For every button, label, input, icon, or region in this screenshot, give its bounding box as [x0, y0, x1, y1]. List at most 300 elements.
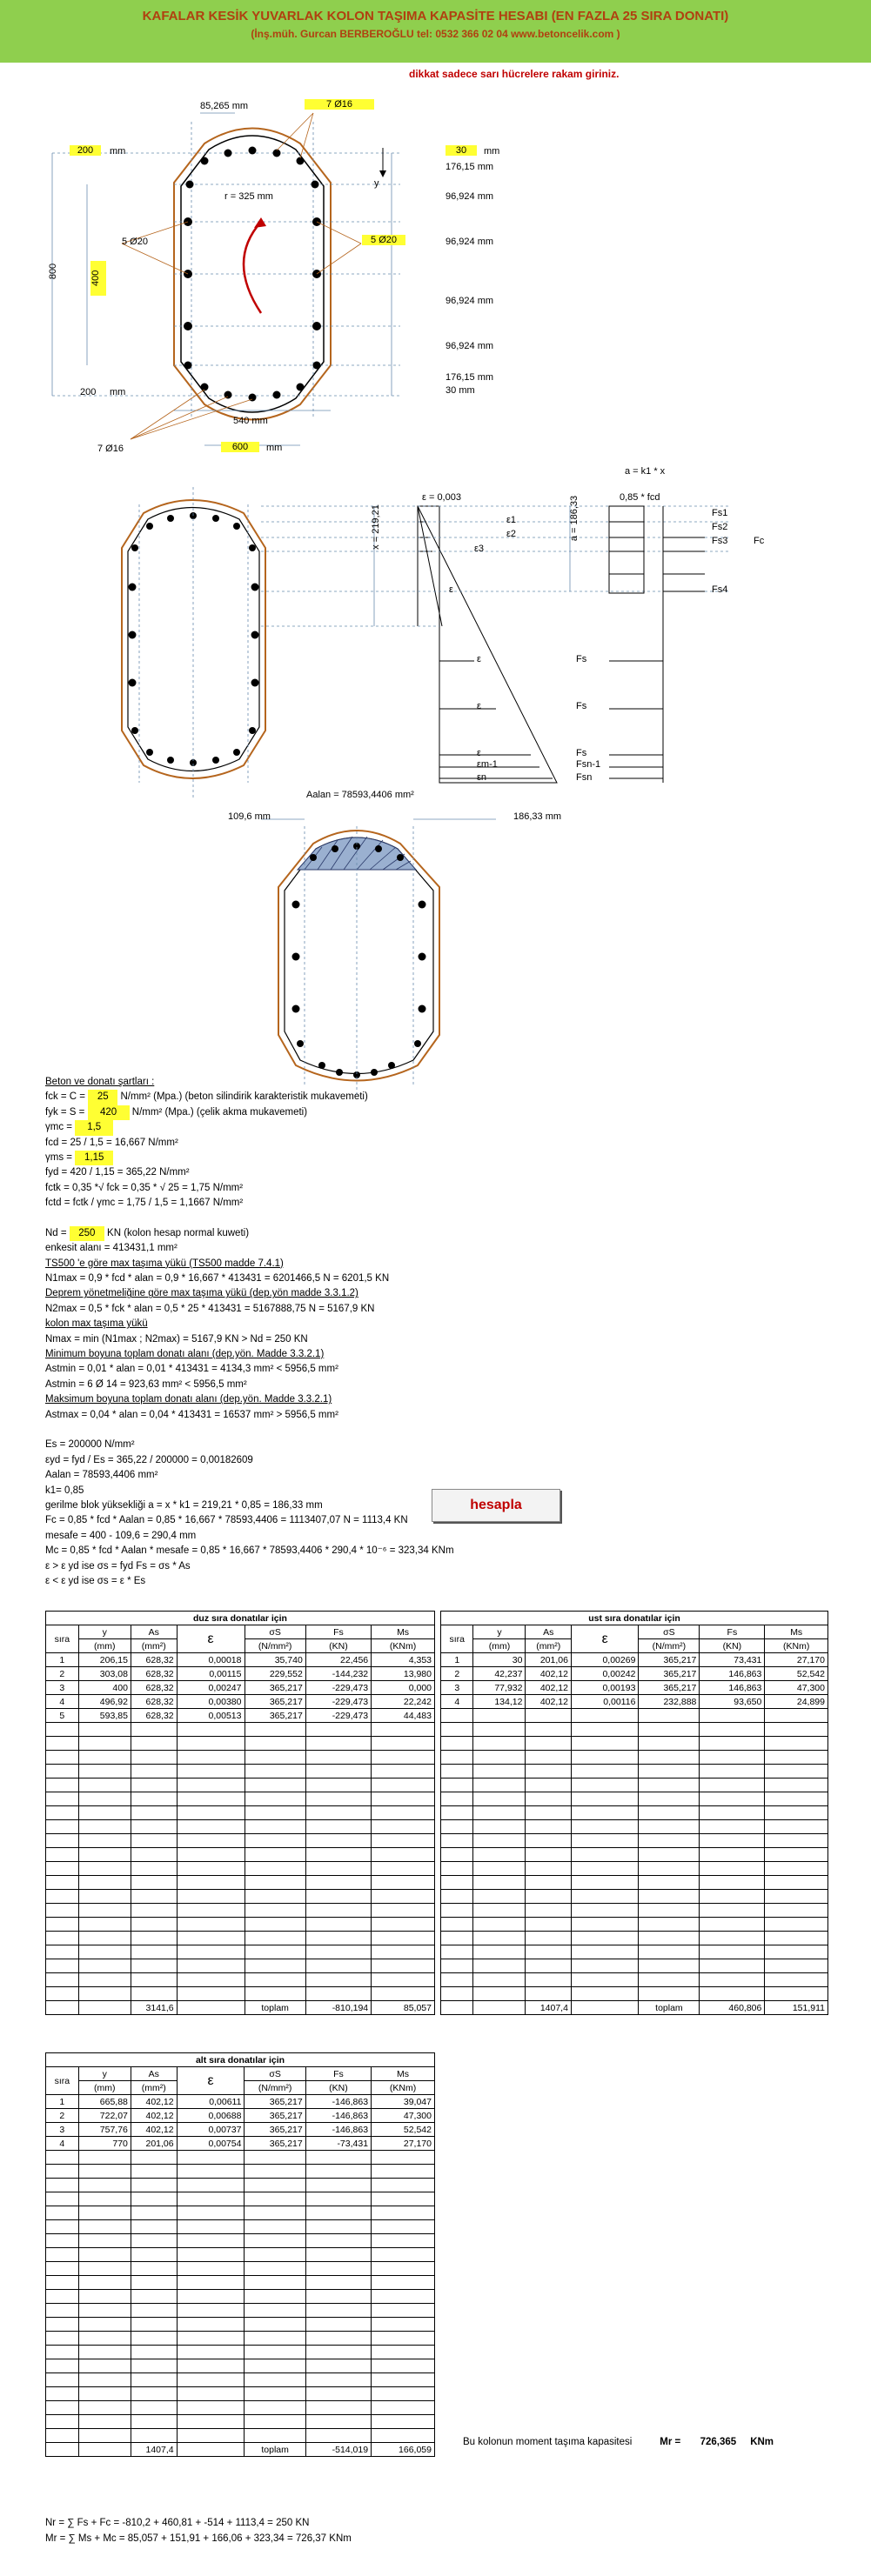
- table-row-empty[interactable]: [46, 2387, 435, 2401]
- table-row: [46, 1709, 435, 1723]
- table-cell: [305, 1945, 371, 1959]
- table-cell: [305, 2165, 371, 2179]
- table-cell: [305, 2248, 371, 2262]
- table-cell: 0,00269: [571, 1653, 638, 1667]
- table-row-empty[interactable]: [441, 1848, 828, 1862]
- table-row-empty[interactable]: [441, 1834, 828, 1848]
- table-cell: [78, 2415, 131, 2429]
- top-bars-input[interactable]: 7 Ø16: [305, 99, 374, 110]
- sum-as: 1407,4: [131, 2443, 177, 2457]
- table-cell: [473, 2001, 526, 2015]
- table-cell: [372, 2359, 435, 2373]
- table-row-empty[interactable]: [46, 1723, 435, 1737]
- table-row-empty[interactable]: [46, 1765, 435, 1779]
- table-cell: 13,980: [372, 1667, 435, 1681]
- table-cell: [372, 2220, 435, 2234]
- table-cell: [372, 1792, 435, 1806]
- table-cell: 402,12: [526, 1681, 571, 1695]
- table-cell: [372, 2318, 435, 2332]
- table-cell: 24,899: [765, 1695, 828, 1709]
- table-row-empty[interactable]: [441, 1945, 828, 1959]
- table-cell: [245, 2290, 305, 2304]
- table-cell: [177, 2359, 245, 2373]
- table-row-empty[interactable]: [441, 1959, 828, 1973]
- table-row-empty[interactable]: [46, 1779, 435, 1792]
- table-cell: [372, 1862, 435, 1876]
- fyd-row: fyd = 420 / 1,15 = 365,22 N/mm²: [45, 1167, 190, 1178]
- table-cell: [700, 1737, 765, 1751]
- table-cell: [639, 1945, 700, 1959]
- dim-176a: 176,15 mm: [446, 162, 494, 172]
- table-cell: [46, 2262, 79, 2276]
- table-row-empty[interactable]: [441, 1918, 828, 1932]
- toplam-label: toplam: [245, 2443, 305, 2457]
- table-cell: [441, 1973, 473, 1987]
- table-cell: 0,00380: [177, 1695, 245, 1709]
- table-cell: [372, 2179, 435, 2192]
- epsilon-max: ε = 0,003: [422, 492, 461, 503]
- table-cell: [441, 1918, 473, 1932]
- dim-96c: 96,924 mm: [446, 296, 494, 306]
- table-cell: [177, 1848, 245, 1862]
- table-cell: [765, 1751, 828, 1765]
- table-cell: 4,353: [372, 1653, 435, 1667]
- table-cell: [700, 1987, 765, 2001]
- table-cell: [305, 1779, 371, 1792]
- table-cell: [372, 2429, 435, 2443]
- table-cell: [305, 2318, 371, 2332]
- table-cell: [131, 1737, 177, 1751]
- table-cell: 365,217: [245, 1709, 305, 1723]
- height-800: 800: [48, 263, 59, 280]
- table-row-empty[interactable]: [441, 1890, 828, 1904]
- table-row-empty[interactable]: [46, 1876, 435, 1890]
- table-cell: [372, 2151, 435, 2165]
- table-cell: 39,047: [372, 2095, 435, 2109]
- gmc-input[interactable]: 1,5: [75, 1120, 113, 1135]
- table-cell: [473, 1806, 526, 1820]
- header-unit: (mm): [78, 2081, 131, 2095]
- table-cell: [372, 1806, 435, 1820]
- table-cell: [571, 2001, 638, 2015]
- table-cell: [441, 1848, 473, 1862]
- table-cell: [639, 1918, 700, 1932]
- table-cell: [78, 1779, 131, 1792]
- table-cell: [46, 1848, 79, 1862]
- table-cell: [131, 2276, 177, 2290]
- table-cell: [372, 2415, 435, 2429]
- table-row-empty[interactable]: [441, 1765, 828, 1779]
- table-cell: [177, 1806, 245, 1820]
- table-row-empty[interactable]: [46, 1862, 435, 1876]
- table-row-empty[interactable]: [46, 2373, 435, 2387]
- table-row-empty[interactable]: [46, 1737, 435, 1751]
- table-cell: [78, 2318, 131, 2332]
- table-row-empty[interactable]: [46, 2192, 435, 2206]
- table-row-empty[interactable]: [46, 1918, 435, 1932]
- mesafe-row: mesafe = 400 - 109,6 = 290,4 mm: [45, 1530, 197, 1541]
- table-cell: [571, 1751, 638, 1765]
- table-row-empty[interactable]: [46, 2304, 435, 2318]
- table-row-empty[interactable]: [46, 1987, 435, 2001]
- table-cell: -146,863: [305, 2095, 371, 2109]
- table-cell: [177, 1737, 245, 1751]
- table-cell: [473, 1862, 526, 1876]
- table-row-empty[interactable]: [441, 1751, 828, 1765]
- table-cell: [372, 1918, 435, 1932]
- table-row-empty[interactable]: [46, 2401, 435, 2415]
- header-unit: (KN): [305, 2081, 371, 2095]
- table-row-empty[interactable]: [46, 1751, 435, 1765]
- table-row-empty[interactable]: [46, 2165, 435, 2179]
- table-cell: [78, 1918, 131, 1932]
- table-cell: 4: [46, 1695, 79, 1709]
- table-cell: [245, 2165, 305, 2179]
- eps2: ε2: [506, 529, 517, 539]
- table-row-empty[interactable]: [46, 1820, 435, 1834]
- table-cell: [177, 2179, 245, 2192]
- table-cell: [131, 2165, 177, 2179]
- table-cell: [78, 1751, 131, 1765]
- table-row-empty[interactable]: [441, 1709, 828, 1723]
- table-cell: [177, 2276, 245, 2290]
- toplam-label: toplam: [639, 2001, 700, 2015]
- table-cell: [441, 1779, 473, 1792]
- table-cell: -144,232: [305, 1667, 371, 1681]
- table-cell: [305, 2179, 371, 2192]
- bottom-bars-label: 7 Ø16: [97, 444, 124, 454]
- table-cell: [46, 2359, 79, 2373]
- table-cell: 496,92: [78, 1695, 131, 1709]
- table-row-empty[interactable]: [441, 1862, 828, 1876]
- eps-m1: εm-1: [477, 759, 498, 770]
- table-row-empty[interactable]: [441, 1904, 828, 1918]
- table-cell: [372, 1848, 435, 1862]
- table-cell: [372, 1751, 435, 1765]
- fsn1: Fsn-1: [576, 759, 601, 770]
- table-cell: [177, 1932, 245, 1945]
- table-cell: -146,863: [305, 2123, 371, 2137]
- table-row-empty[interactable]: [46, 1890, 435, 1904]
- table-row-empty[interactable]: [46, 2234, 435, 2248]
- table-cell: [131, 2359, 177, 2373]
- table-cell: 22,242: [372, 1695, 435, 1709]
- table-cell: [639, 1932, 700, 1945]
- table-cell: 27,170: [372, 2137, 435, 2151]
- nd-input[interactable]: 250: [70, 1226, 104, 1241]
- table-cell: [372, 1973, 435, 1987]
- x-dimension: x = 219,21: [370, 504, 381, 550]
- table-row: [46, 1681, 435, 1695]
- table-cell: 365,217: [245, 2123, 305, 2137]
- table-cell: 206,15: [78, 1653, 131, 1667]
- table-cell: 146,863: [700, 1681, 765, 1695]
- table-row-empty[interactable]: [441, 1737, 828, 1751]
- table-row-empty[interactable]: [441, 1987, 828, 2001]
- table-row-empty[interactable]: [46, 1904, 435, 1918]
- table-row-empty[interactable]: [441, 1792, 828, 1806]
- table-cell: 35,740: [245, 1653, 305, 1667]
- table-cell: [46, 2001, 79, 2015]
- kolon-row: kolon max taşıma yükü: [45, 1318, 148, 1330]
- table-cell: [245, 2179, 305, 2192]
- table-cell: [305, 2429, 371, 2443]
- table-cell: [372, 1876, 435, 1890]
- table-row-empty[interactable]: [46, 1932, 435, 1945]
- table-cell: [177, 1918, 245, 1932]
- table-cell: [46, 2443, 79, 2457]
- table-cell: [305, 1765, 371, 1779]
- table-cell: [177, 1779, 245, 1792]
- cond2-row: ε < ε yd ise σs = ε * Es: [45, 1575, 146, 1586]
- table-cell: [305, 1918, 371, 1932]
- table-row-empty[interactable]: [46, 1792, 435, 1806]
- table-cell: [305, 2151, 371, 2165]
- table-cell: [131, 2290, 177, 2304]
- table-cell: [131, 2262, 177, 2276]
- table-cell: [177, 2387, 245, 2401]
- a-equation: a = k1 * x: [625, 466, 666, 477]
- table-cell: 0,00115: [177, 1667, 245, 1681]
- table-row: [46, 1653, 435, 1667]
- table-row-empty[interactable]: [46, 2429, 435, 2443]
- table-cell: [46, 1862, 79, 1876]
- table-cell: 402,12: [526, 1695, 571, 1709]
- eyd-row: εyd = fyd / Es = 365,22 / 200000 = 0,00182609: [45, 1454, 253, 1465]
- table-cell: -229,473: [305, 1681, 371, 1695]
- table-row-empty[interactable]: [441, 1973, 828, 1987]
- table-cell: 0,00737: [177, 2123, 245, 2137]
- cover-30-input[interactable]: 30: [446, 145, 477, 156]
- table-cell: 27,170: [765, 1653, 828, 1667]
- table-caption: duz sıra donatılar için: [46, 1612, 435, 1625]
- table-cell: [177, 2346, 245, 2359]
- table-cell: 402,12: [131, 2109, 177, 2123]
- table-cell: [305, 1890, 371, 1904]
- table-row-empty[interactable]: [46, 1973, 435, 1987]
- table-cell: [372, 2192, 435, 2206]
- table-cell: [177, 1904, 245, 1918]
- fyk-row: fyk = S = 420 N/mm² (Mpa.) (çelik akma mukavemeti): [45, 1105, 602, 1120]
- table-cell: [78, 1890, 131, 1904]
- ts500-row: TS500 'e göre max taşıma yükü (TS500 madde 7.4.1): [45, 1258, 284, 1269]
- table-cell: [131, 2248, 177, 2262]
- table-cell: [441, 1723, 473, 1737]
- side-bars-left: 5 Ø20: [122, 237, 148, 247]
- table-cell: [441, 1792, 473, 1806]
- table-row-empty[interactable]: [46, 2151, 435, 2165]
- fck-input[interactable]: 25: [88, 1090, 117, 1104]
- header-fs: Fs: [305, 1625, 371, 1639]
- table-cell: [78, 1904, 131, 1918]
- table-cell: [700, 1723, 765, 1737]
- table-cell: [571, 1932, 638, 1945]
- table-row-empty[interactable]: [46, 1945, 435, 1959]
- table-cell: -229,473: [305, 1695, 371, 1709]
- table-cell: 201,06: [526, 1653, 571, 1667]
- table-cell: [765, 1945, 828, 1959]
- table-cell: [305, 2346, 371, 2359]
- table-cell: [305, 1876, 371, 1890]
- table-cell: [526, 1904, 571, 1918]
- table-cell: [372, 2290, 435, 2304]
- side-bars-input[interactable]: 5 Ø20: [362, 235, 405, 245]
- table-cell: [473, 1820, 526, 1834]
- table-cell: [46, 2387, 79, 2401]
- table-row-empty[interactable]: [46, 2318, 435, 2332]
- table-cell: [305, 2373, 371, 2387]
- table-cell: [46, 1820, 79, 1834]
- table-cell: [78, 2304, 131, 2318]
- table-cell: [473, 1945, 526, 1959]
- table-cell: [526, 1987, 571, 2001]
- table-row-empty[interactable]: [441, 1779, 828, 1792]
- table-cell: 3: [46, 2123, 79, 2137]
- width-200-input[interactable]: 200: [70, 145, 101, 156]
- table-row-empty[interactable]: [46, 1806, 435, 1820]
- table-cell: [473, 1834, 526, 1848]
- page-subtitle: (İnş.müh. Gurcan BERBEROĞLU tel: 0532 366 02 04 www.betoncelik.com ): [251, 28, 620, 40]
- table-cell: [177, 2401, 245, 2415]
- table-row: [441, 1695, 828, 1709]
- table-row-empty[interactable]: [46, 2206, 435, 2220]
- width-600-input[interactable]: 600: [221, 442, 259, 452]
- table-row-empty[interactable]: [441, 1806, 828, 1820]
- table-cell: [305, 1862, 371, 1876]
- duz-table: [45, 1611, 435, 2015]
- table-row-empty[interactable]: [46, 1834, 435, 1848]
- sum-fs: 460,806: [700, 2001, 765, 2015]
- table-row-empty[interactable]: [46, 2359, 435, 2373]
- table-row-empty[interactable]: [46, 2415, 435, 2429]
- table-cell: [372, 2387, 435, 2401]
- table-cell: [305, 2415, 371, 2429]
- header-sira: sıra: [46, 2067, 79, 2095]
- table-row-empty[interactable]: [46, 2262, 435, 2276]
- table-cell: [305, 1904, 371, 1918]
- table-row-empty[interactable]: [441, 1876, 828, 1890]
- fck-row: fck = C = 25 N/mm² (Mpa.) (beton silindirik karakteristik mukavemeti): [45, 1090, 602, 1104]
- table-cell: [526, 1932, 571, 1945]
- table-cell: [700, 1848, 765, 1862]
- table-cell: 722,07: [78, 2109, 131, 2123]
- sum-ms: 151,911: [765, 2001, 828, 2015]
- table-cell: [765, 1987, 828, 2001]
- table-cell: [639, 1862, 700, 1876]
- totals-row: [46, 2001, 435, 2015]
- table-cell: [571, 1959, 638, 1973]
- table-cell: [526, 1806, 571, 1820]
- table-cell: [639, 1765, 700, 1779]
- table-row-empty[interactable]: [46, 2346, 435, 2359]
- fyk-input[interactable]: 420: [88, 1105, 130, 1120]
- table-cell: [526, 1751, 571, 1765]
- table-cell: 402,12: [131, 2095, 177, 2109]
- table-cell: [305, 1820, 371, 1834]
- table-cell: [765, 1820, 828, 1834]
- table-row-empty[interactable]: [46, 2332, 435, 2346]
- table-row-empty[interactable]: [46, 2290, 435, 2304]
- table-row-empty[interactable]: [46, 1959, 435, 1973]
- table-cell: [372, 2234, 435, 2248]
- table-cell: [441, 1904, 473, 1918]
- header-unit: (KN): [305, 1639, 371, 1653]
- table-cell: [78, 2165, 131, 2179]
- table-cell: 201,06: [131, 2137, 177, 2151]
- deprem-row: Deprem yönetmeliğine göre max taşıma yükü (dep.yön madde 3.3.1.2): [45, 1288, 358, 1299]
- table-cell: [473, 1751, 526, 1765]
- table-cell: [305, 2290, 371, 2304]
- table-row-empty[interactable]: [441, 1932, 828, 1945]
- table-cell: [177, 1723, 245, 1737]
- width-540: 540 mm: [233, 416, 268, 426]
- table-cell: [131, 1779, 177, 1792]
- alt-table: [45, 2052, 435, 2457]
- table-cell: [700, 1806, 765, 1820]
- table-cell: [245, 1932, 305, 1945]
- table-row-empty[interactable]: [46, 2220, 435, 2234]
- height-400-input[interactable]: 400: [90, 261, 106, 296]
- table-cell: [571, 1904, 638, 1918]
- mm-label: mm: [110, 146, 126, 157]
- fctd-row: fctd = fctk / γmc = 1,75 / 1,5 = 1,1667 N/mm²: [45, 1198, 244, 1209]
- table-row-empty[interactable]: [46, 2248, 435, 2262]
- k1-row: k1= 0,85: [45, 1485, 84, 1496]
- table-cell: [526, 1737, 571, 1751]
- sum-ms: 85,057: [372, 2001, 435, 2015]
- gms-input[interactable]: 1,15: [75, 1151, 113, 1165]
- table-cell: [78, 2429, 131, 2443]
- hesapla-button[interactable]: hesapla: [432, 1489, 560, 1522]
- table-cell: [131, 1876, 177, 1890]
- aalan-label: Aalan = 78593,4406 mm²: [306, 790, 414, 800]
- table-cell: [305, 2387, 371, 2401]
- table-cell: [765, 1876, 828, 1890]
- fs-generic: Fs: [576, 748, 587, 758]
- table-cell: [177, 2415, 245, 2429]
- table-cell: 365,217: [245, 1681, 305, 1695]
- table-cell: [245, 1904, 305, 1918]
- table-cell: [765, 1779, 828, 1792]
- table-cell: 365,217: [245, 2095, 305, 2109]
- table-row-empty[interactable]: [441, 1723, 828, 1737]
- table-row-empty[interactable]: [441, 1820, 828, 1834]
- es-row: Es = 200000 N/mm²: [45, 1439, 135, 1451]
- table-cell: [46, 2276, 79, 2290]
- table-cell: [526, 1890, 571, 1904]
- table-cell: [131, 1890, 177, 1904]
- table-cell: [700, 1904, 765, 1918]
- table-cell: [46, 1904, 79, 1918]
- table-row-empty[interactable]: [46, 2179, 435, 2192]
- dim-96b: 96,924 mm: [446, 237, 494, 247]
- table-cell: [245, 1820, 305, 1834]
- table-cell: [441, 2001, 473, 2015]
- table-cell: [78, 1945, 131, 1959]
- table-cell: [372, 1904, 435, 1918]
- table-cell: [131, 2192, 177, 2206]
- header-ms: Ms: [765, 1625, 828, 1639]
- table-cell: [700, 1876, 765, 1890]
- table-cell: [78, 2234, 131, 2248]
- table-row-empty[interactable]: [46, 2276, 435, 2290]
- table-cell: [305, 2359, 371, 2373]
- table-row-empty[interactable]: [46, 1848, 435, 1862]
- table-cell: [245, 1792, 305, 1806]
- table-cell: 5: [46, 1709, 79, 1723]
- table-cell: [473, 1876, 526, 1890]
- table-caption: alt sıra donatılar için: [46, 2053, 435, 2067]
